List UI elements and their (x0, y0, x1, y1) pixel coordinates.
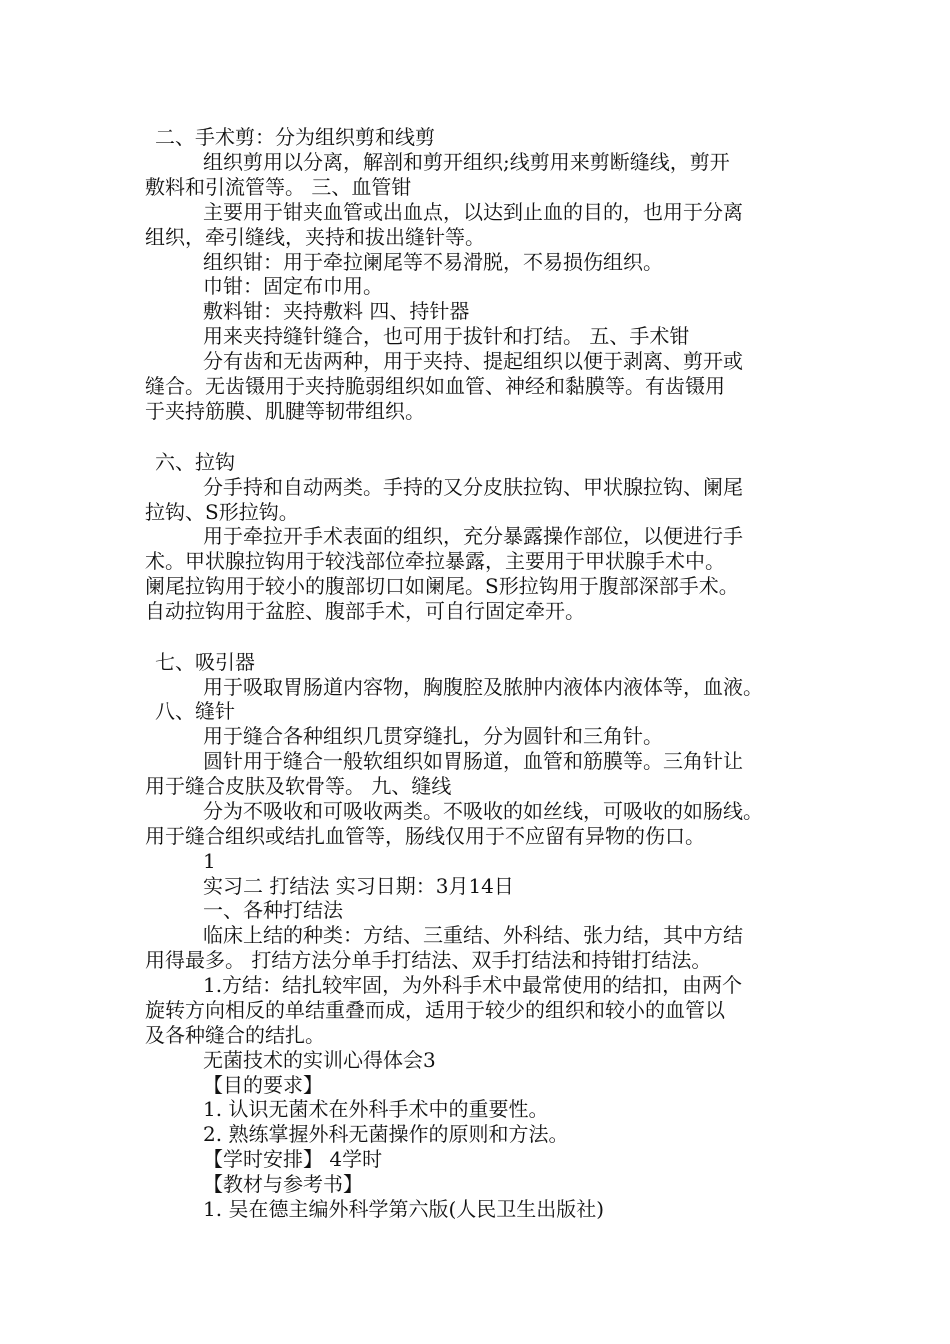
paragraph-line: 于夹持筋膜、肌腱等韧带组织。 (145, 399, 425, 423)
list-item: 2. 熟练掌握外科无菌操作的原则和方法。 (203, 1122, 569, 1146)
paragraph-line: 分有齿和无齿两种，用于夹持、提起组织以便于剥离、剪开或 (203, 349, 743, 373)
paragraph-line: 用来夹持缝针缝合，也可用于拔针和打结。 五、手术钳 (203, 324, 690, 348)
paragraph-line: 用于吸取胃肠道内容物，胸腹腔及脓肿内液体内液体等，血液。 (203, 675, 763, 699)
list-item: 1. 认识无菌术在外科手术中的重要性。 (203, 1097, 549, 1121)
paragraph-line: 主要用于钳夹血管或出血点，以达到止血的目的，也用于分离 (203, 200, 743, 224)
paragraph-line: 用于缝合各种组织几贯穿缝扎，分为圆针和三角针。 (203, 724, 663, 748)
article-title: 无菌技术的实训心得体会3 (203, 1048, 436, 1072)
paragraph-line: 组织钳：用于牵拉阑尾等不易滑脱，不易损伤组织。 (203, 250, 663, 274)
paragraph-line: 旋转方向相反的单结重叠而成，适用于较少的组织和较小的血管以 (145, 998, 725, 1022)
paragraph-line: 组织，牵引缝线，夹持和拔出缝针等。 (145, 225, 485, 249)
list-item: 1. 吴在德主编外科学第六版(人民卫生出版社) (203, 1197, 605, 1221)
subsection-heading: 一、各种打结法 (203, 898, 343, 922)
paragraph-line: 分为不吸收和可吸收两类。不吸收的如丝线，可吸收的如肠线。 (203, 799, 763, 823)
paragraph-line: 1.方结：结扎较牢固，为外科手术中最常使用的结扣，由两个 (203, 973, 743, 997)
paragraph-line: 敷料和引流管等。 三、血管钳 (145, 175, 412, 199)
practice-title: 实习二 打结法 实习日期：3月14日 (203, 874, 514, 898)
section-heading-suction: 七、吸引器 (155, 650, 255, 674)
page-number: 1 (203, 849, 216, 873)
paragraph-line: 术。甲状腺拉钩用于较浅部位牵拉暴露，主要用于甲状腺手术中。 (145, 549, 725, 573)
section-heading-needle: 八、缝针 (155, 699, 235, 723)
paragraph-line: 圆针用于缝合一般软组织如胃肠道，血管和筋膜等。三角针让 (203, 749, 743, 773)
paragraph-line: 组织剪用以分离，解剖和剪开组织;线剪用来剪断缝线，剪开 (203, 150, 730, 174)
paragraph-line: 缝合。无齿镊用于夹持脆弱组织如血管、神经和黏膜等。有齿镊用 (145, 374, 725, 398)
paragraph-line: 拉钩、S形拉钩。 (145, 500, 299, 524)
paragraph-line: 临床上结的种类：方结、三重结、外科结、张力结，其中方结 (203, 923, 743, 947)
paragraph-line: 巾钳：固定布巾用。 (203, 274, 383, 298)
section-heading-scissors: 二、手术剪：分为组织剪和线剪 (155, 125, 435, 149)
paragraph-line: 分手持和自动两类。手持的又分皮肤拉钩、甲状腺拉钩、阑尾 (203, 475, 743, 499)
paragraph-line: 用得最多。 打结方法分单手打结法、双手打结法和持钳打结法。 (145, 948, 712, 972)
paragraph-line: 用于牵拉开手术表面的组织，充分暴露操作部位，以便进行手 (203, 524, 743, 548)
section-heading-retractor: 六、拉钩 (155, 450, 235, 474)
paragraph-line: 及各种缝合的结扎。 (145, 1023, 325, 1047)
paragraph-line: 敷料钳：夹持敷料 四、持针器 (203, 299, 470, 323)
paragraph-line: 用于缝合组织或结扎血管等，肠线仅用于不应留有异物的伤口。 (145, 824, 705, 848)
subsection-heading: 【教材与参考书】 (203, 1172, 363, 1196)
paragraph-line: 阑尾拉钩用于较小的腹部切口如阑尾。S形拉钩用于腹部深部手术。 (145, 574, 739, 598)
subsection-heading: 【学时安排】 4学时 (203, 1147, 383, 1171)
paragraph-line: 自动拉钩用于盆腔、腹部手术，可自行固定牵开。 (145, 599, 585, 623)
subsection-heading: 【目的要求】 (203, 1073, 323, 1097)
paragraph-line: 用于缝合皮肤及软骨等。 九、缝线 (145, 774, 452, 798)
